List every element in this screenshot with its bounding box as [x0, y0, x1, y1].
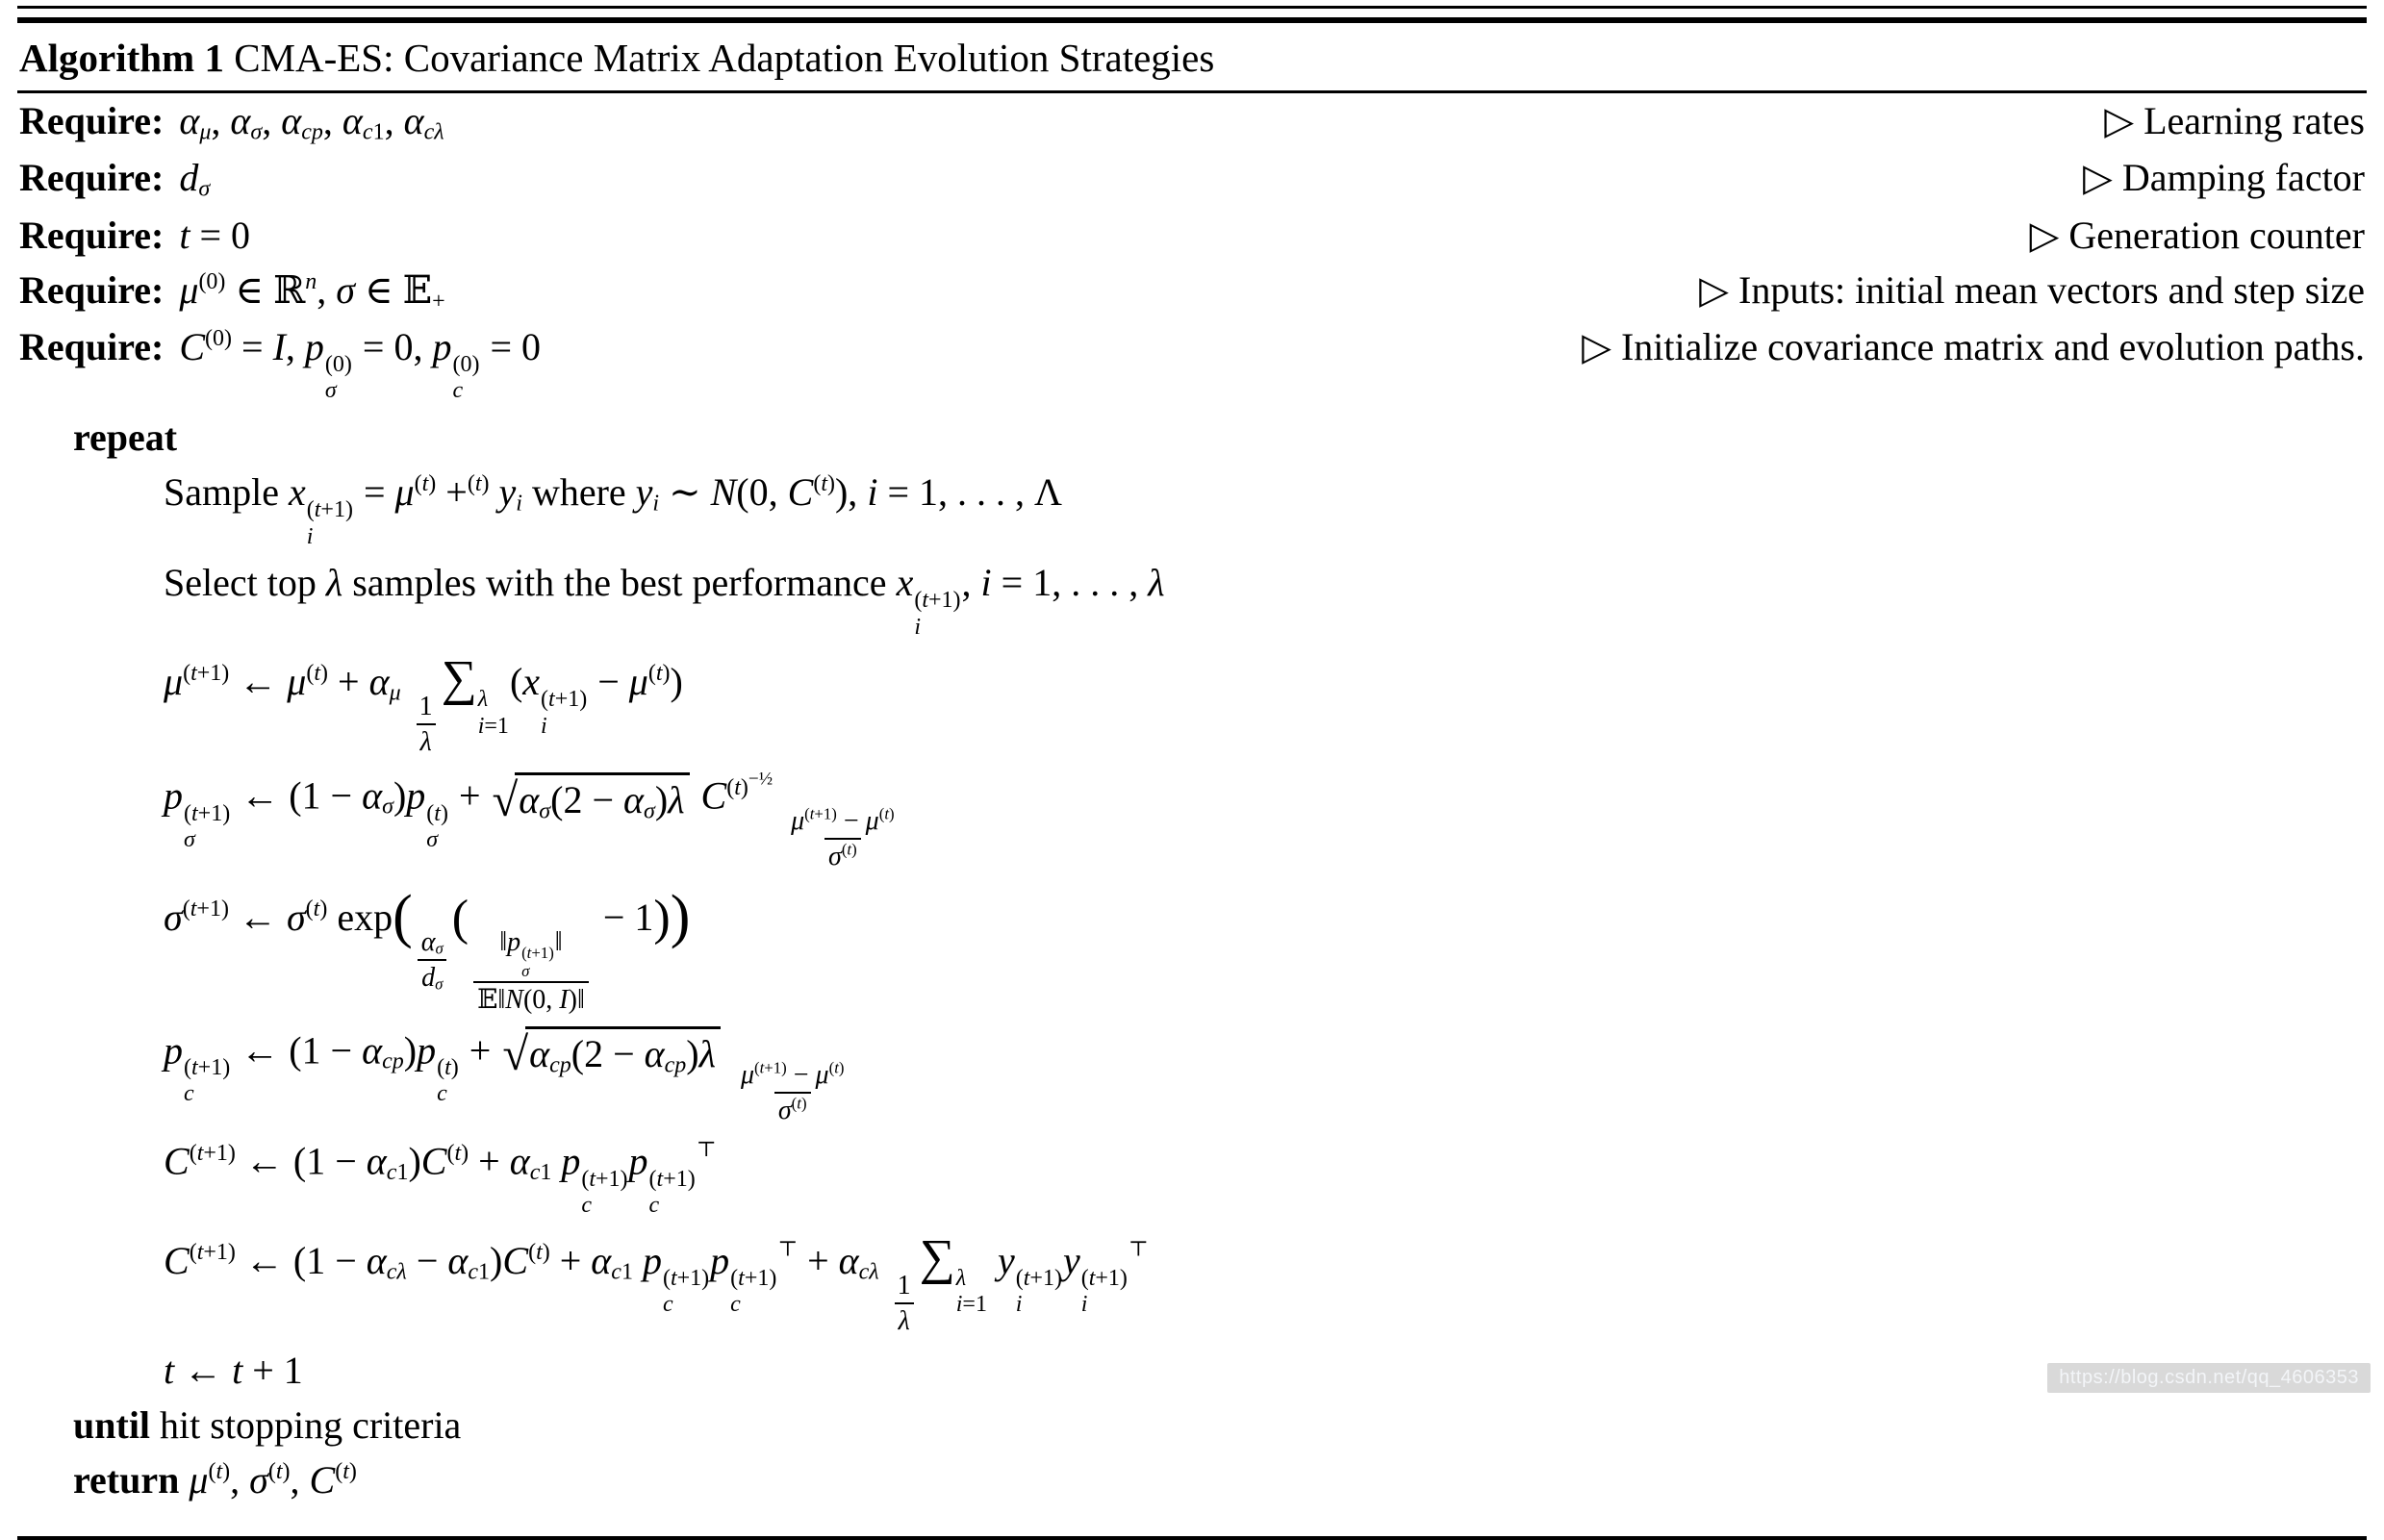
require-expression: Require: $d_\sigma$ [19, 156, 211, 202]
require-comment: ▷ Learning rates [2104, 99, 2365, 142]
require-keyword: Require: [19, 99, 165, 142]
algorithm-body [17, 410, 2367, 1507]
algorithm-line: t ← t + 1 [164, 1348, 303, 1392]
require-comment: ▷ Inputs: initial mean vectors and step size [1699, 267, 2365, 312]
require-expression: Require: $\mu^{(0)}$ ∈ ℝ$^n$, σ ∈ 𝔼$_+$ [19, 267, 445, 314]
algorithm-line: $\sigma^{(t+1)}$ ← $\sigma^{(t)}$ exp( $\frac{\alpha_\sigma}{d_\sigma}$ ( ‖p (t+1) σ ‖ 𝔼‖N(0, I)‖ − 1)) [164, 883, 691, 1015]
algorithm-line: p (t+1) σ ← $(1 - \alpha_\sigma)p$ (t) σ + √ $\alpha_\sigma(2 - \alpha_\sigma)\lambda$ $C^{(t)^{-\frac{1}{2}}}$ $\frac{\mu^{(t+1)} - \mu^{(t)}}{\sigma^{(t)}}$ [164, 769, 895, 871]
algorithm-caption-title: CMA-ES: Covariance Matrix Adaptation Evolution Strategies [234, 36, 1215, 80]
require-keyword: Require: [19, 267, 165, 312]
require-list [17, 93, 2367, 410]
require-expression: Require: $\alpha_\mu$, $\alpha_\sigma$, $\alpha_{cp}$, $\alpha_{c1}$, $\alpha_{c\lambda}$ [19, 99, 444, 145]
require-line [17, 319, 2367, 410]
algorithm-line: $\mu^{(t+1)}$ ← $\mu^{(t)} + \alpha_\mu$ $\frac{1}{\lambda}$ ∑ λ i=1 (x (t+1) i − $\mu^{(t)}$) [164, 651, 683, 758]
algorithm-line: $C^{(t+1)}$ ← $(1 - \alpha_{c1})C^{(t)} + \alpha_{c1}$ p (t+1) c p (t+1) c ⊤ [164, 1136, 717, 1219]
algorithm-line: until hit stopping criteria [73, 1402, 462, 1447]
watermark-url: https://blog.csdn.net/qq_4606353 [2047, 1363, 2371, 1393]
require-keyword: Require: [19, 324, 165, 368]
require-line [17, 263, 2367, 319]
algorithm-caption [17, 23, 2367, 90]
algorithm-line: repeat [73, 415, 178, 459]
algorithm-block [0, 6, 2384, 1502]
require-line [17, 150, 2367, 207]
algorithm-line: p (t+1) c ← $(1 - \alpha_{cp})p$ (t) c + √ $\alpha_{cp}(2 - \alpha_{cp})\lambda$ $\frac{\mu^{(t+1)} - \mu^{(t)}}{\sigma^{(t)}}$ [17, 1022, 2367, 1132]
algorithm-line: Select top λ samples with the best performance x (t+1) i , i = 1, . . . , λ [164, 561, 1165, 640]
require-keyword: Require: [19, 213, 165, 257]
algorithm-caption-label: Algorithm 1 [19, 36, 224, 80]
require-keyword: Require: [19, 156, 165, 200]
require-expression: Require: t = 0 [19, 213, 251, 257]
require-line [17, 208, 2367, 263]
require-comment: ▷ Initialize covariance matrix and evolution paths. [1582, 324, 2365, 368]
require-line [17, 93, 2367, 150]
top-rule-thin [17, 6, 2367, 9]
require-comment: ▷ Generation counter [2029, 213, 2365, 257]
algorithm-line: Sample x (t+1) i = $\mu^{(t)} +^{(t)}$ $y_i$ where $y_i$ ∼ N(0, $C^{(t)}$), i = 1, . . . , Λ [164, 469, 1062, 549]
require-comment: ▷ Damping factor [2083, 156, 2365, 200]
algorithm-line: return $\mu^{(t)}$, $\sigma^{(t)}$, $C^{(t)}$ [73, 1457, 357, 1502]
bottom-rule [17, 1536, 2367, 1540]
algorithm-line: $C^{(t+1)}$ ← $(1 - \alpha_{c\lambda} - \alpha_{c1})C^{(t)} + \alpha_{c1}$ p (t+1) c p (t+1) c $^⊤ + \alpha_{c\lambda}$ $\frac{1}{\lambda}$ ∑ λ i=1 y (t+1) i y (t+1) i ⊤ [164, 1229, 1149, 1336]
require-expression: Require: $C^{(0)} = I$, p (0) σ = 0, p (0) c = 0 [19, 324, 542, 404]
